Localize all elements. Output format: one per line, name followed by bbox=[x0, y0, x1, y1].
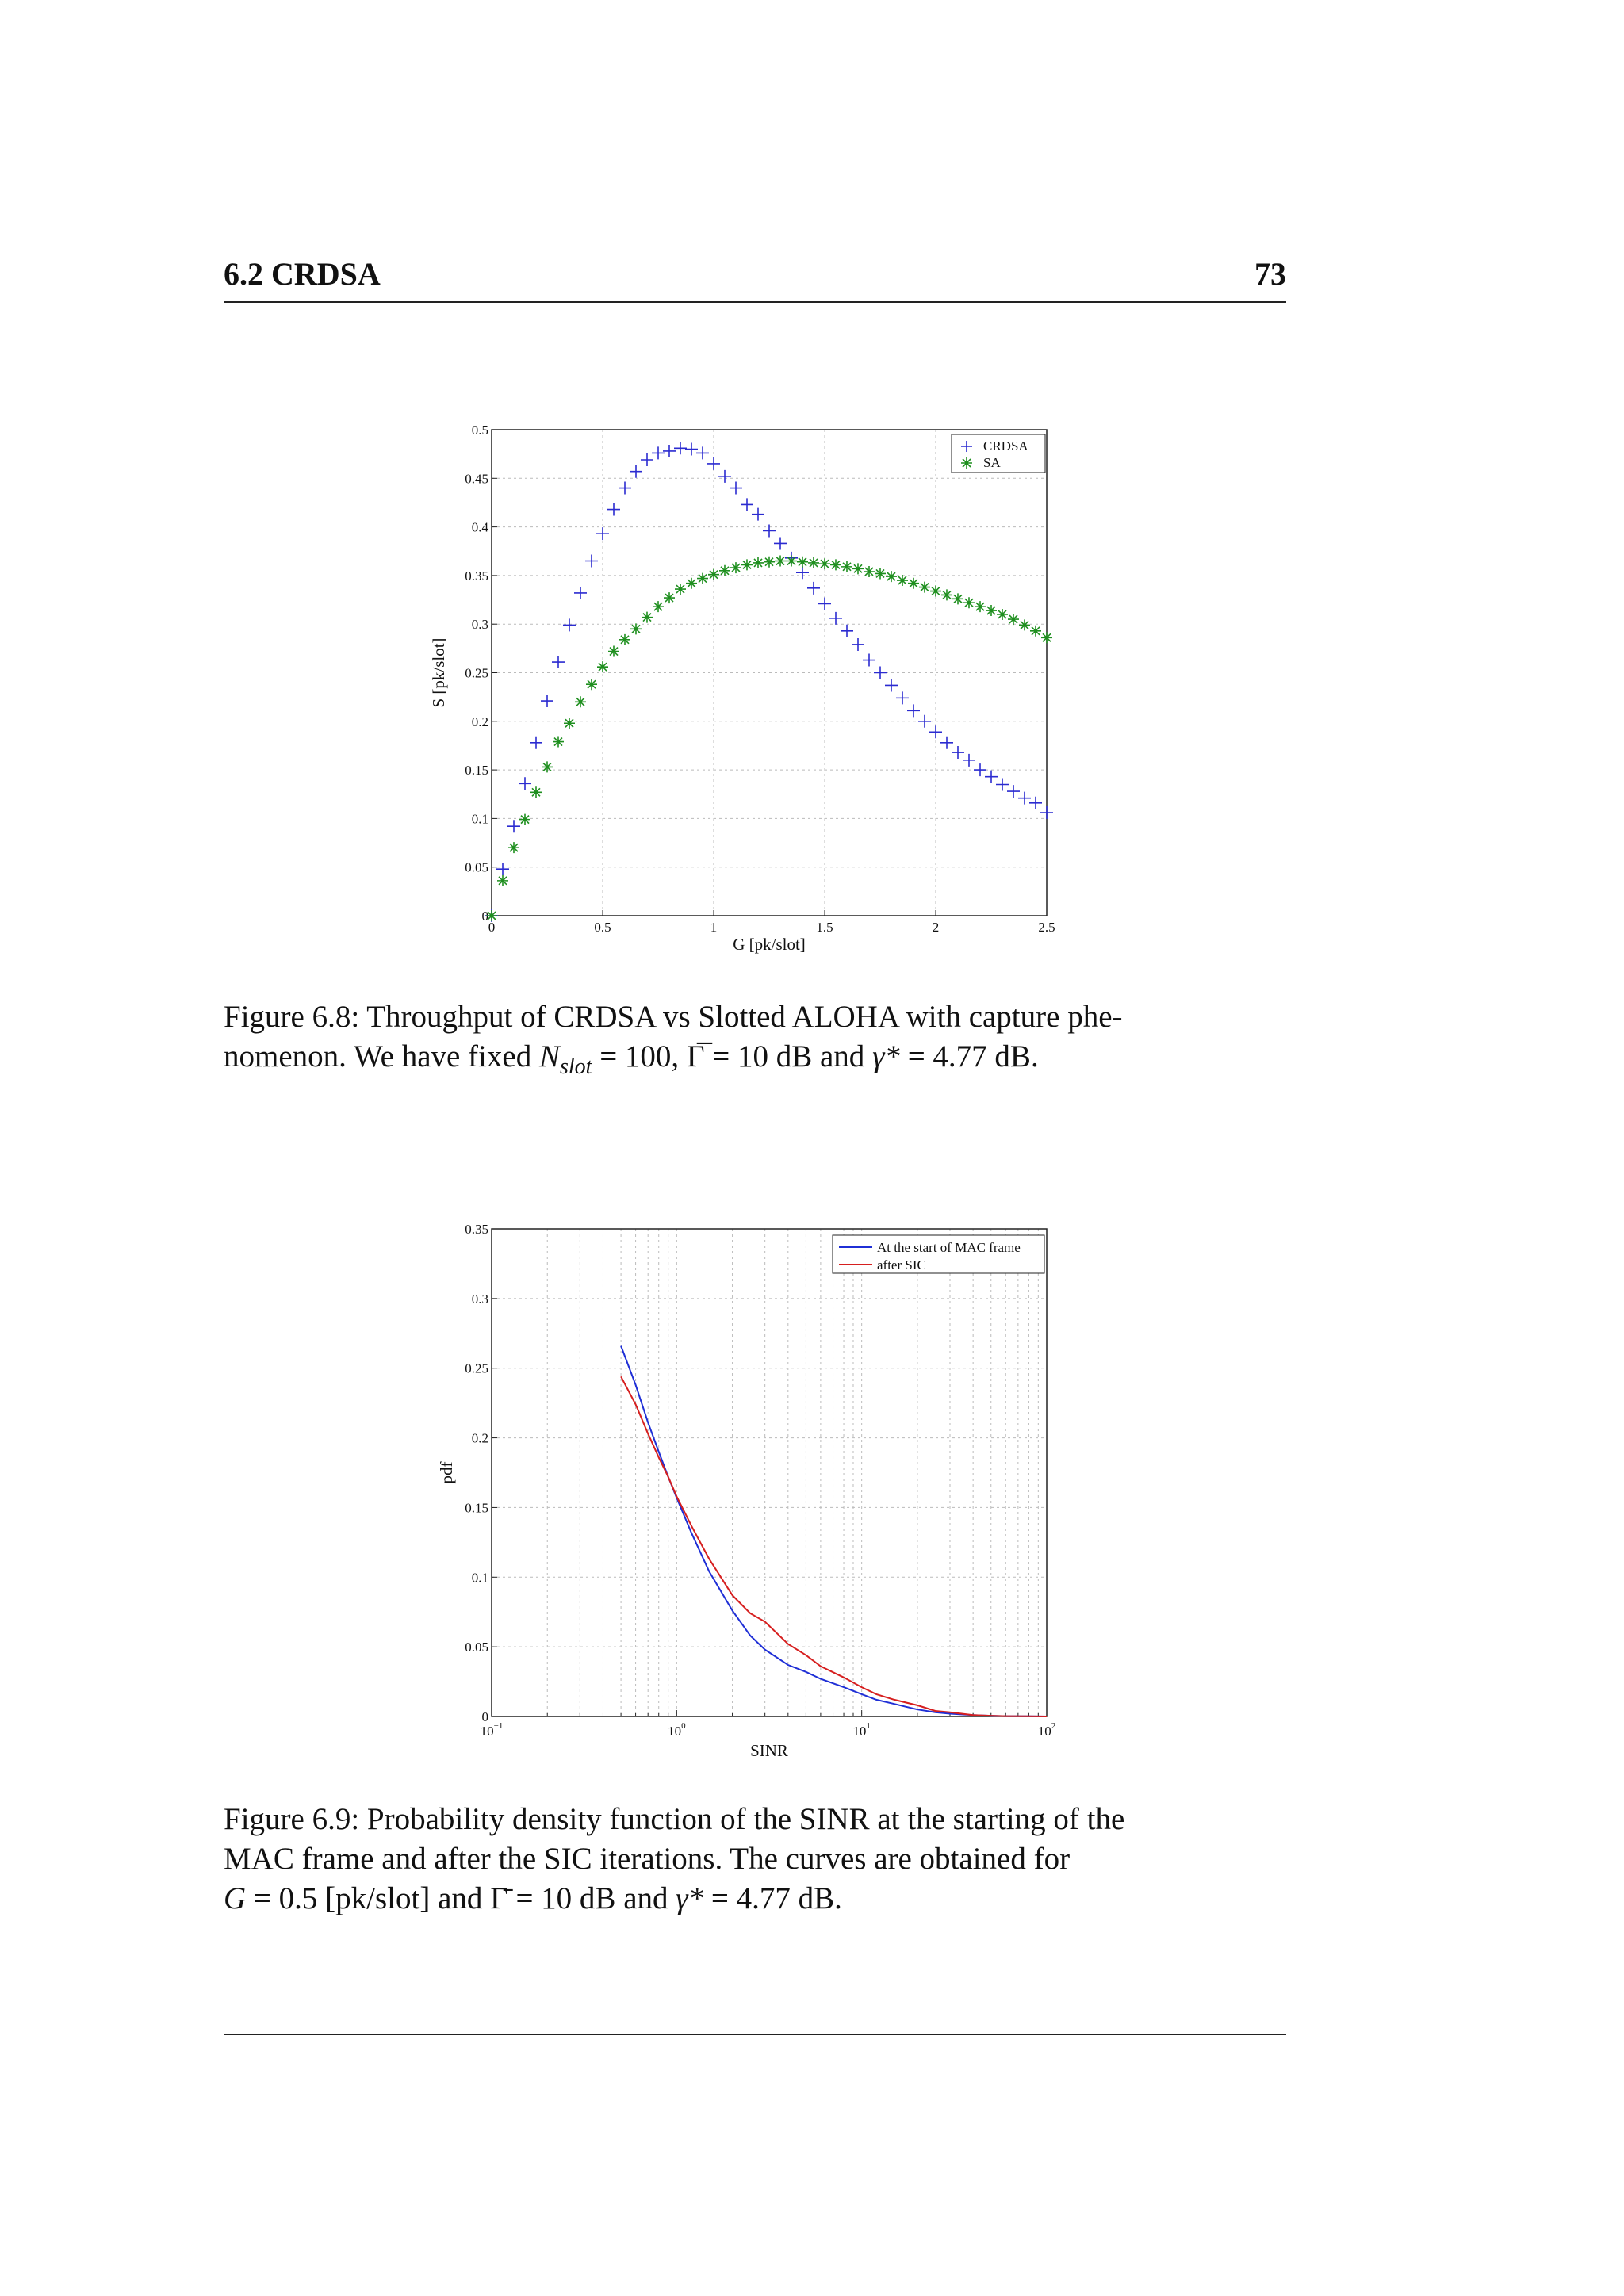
sa-point bbox=[1019, 619, 1030, 630]
sa-point bbox=[530, 786, 542, 798]
y-tick-label: 0.05 bbox=[465, 859, 488, 875]
figure-sinr-pdf bbox=[412, 1217, 1071, 1772]
sa-point bbox=[786, 556, 797, 567]
sa-point bbox=[864, 566, 875, 577]
sa-point bbox=[808, 557, 819, 568]
y-tick-label: 0.25 bbox=[465, 665, 488, 681]
sa-point bbox=[630, 623, 642, 634]
page-number: 73 bbox=[1254, 256, 1286, 292]
sa-point bbox=[519, 814, 530, 825]
caption-label: Figure 6.9: bbox=[224, 1802, 360, 1836]
sa-point bbox=[675, 584, 686, 595]
sa-point bbox=[553, 737, 564, 748]
sa-point bbox=[852, 563, 864, 574]
header-rule bbox=[224, 301, 1286, 303]
caption-text: = 100, bbox=[592, 1039, 687, 1073]
sa-point bbox=[575, 696, 586, 707]
legend-label: after SIC bbox=[877, 1257, 926, 1272]
caption-text: = 4.77 dB. bbox=[899, 1039, 1039, 1073]
sa-point bbox=[1008, 614, 1019, 625]
y-tick-label: 0.25 bbox=[465, 1360, 488, 1376]
sa-point bbox=[619, 634, 630, 645]
caption-text: MAC frame and after the SIC iterations. The curves are obtained for bbox=[224, 1842, 1071, 1876]
y-tick-label: 0 bbox=[481, 909, 488, 924]
caption-math-gamma-star: γ* bbox=[676, 1881, 704, 1915]
y-tick-label: 0.45 bbox=[465, 471, 488, 487]
y-tick-label: 0.35 bbox=[465, 1222, 488, 1237]
sa-point bbox=[730, 562, 741, 573]
y-axis-label: S [pk/slot] bbox=[429, 637, 448, 708]
figure-caption-6-8 bbox=[224, 997, 1286, 1087]
sa-point bbox=[664, 592, 675, 603]
legend-marker-sa bbox=[961, 457, 972, 469]
sa-point bbox=[741, 559, 753, 570]
x-tick-label: 1.5 bbox=[816, 920, 833, 935]
sa-point bbox=[952, 593, 963, 604]
sa-point bbox=[975, 601, 986, 612]
sa-point bbox=[963, 597, 975, 608]
sa-point bbox=[930, 586, 941, 597]
x-axis-label: G [pk/slot] bbox=[733, 935, 806, 954]
caption-text: nomenon. We have fixed bbox=[224, 1039, 539, 1073]
y-tick-label: 0.2 bbox=[471, 1430, 488, 1446]
y-tick-label: 0.15 bbox=[465, 1500, 488, 1516]
sa-point bbox=[986, 605, 997, 616]
sa-point bbox=[564, 718, 575, 729]
caption-math-nslot-sub: slot bbox=[559, 1054, 592, 1079]
sa-point bbox=[875, 568, 886, 579]
x-tick-label: $10^1$ bbox=[852, 1721, 871, 1739]
x-tick-label: $10^{-1}$ bbox=[480, 1721, 504, 1739]
sa-point bbox=[797, 557, 808, 568]
sa-point bbox=[830, 559, 841, 570]
sa-point bbox=[753, 557, 764, 568]
sa-point bbox=[653, 601, 664, 612]
y-tick-label: 0.05 bbox=[465, 1640, 488, 1655]
y-tick-label: 0.1 bbox=[471, 811, 488, 827]
y-tick-label: 0.3 bbox=[471, 1291, 488, 1307]
legend-label: At the start of MAC frame bbox=[877, 1240, 1021, 1255]
x-tick-label: 2.5 bbox=[1038, 920, 1055, 935]
sa-point bbox=[908, 578, 919, 589]
y-tick-label: 0.4 bbox=[471, 519, 488, 535]
caption-text: Throughput of CRDSA vs Slotted ALOHA with capture phe- bbox=[359, 1000, 1123, 1034]
sa-point bbox=[719, 565, 730, 576]
y-tick-label: 0.1 bbox=[471, 1570, 488, 1586]
sa-point bbox=[608, 646, 619, 657]
x-tick-label: $10^2$ bbox=[1037, 1721, 1056, 1739]
sa-point bbox=[1030, 626, 1041, 637]
sa-point bbox=[897, 575, 908, 586]
sa-point bbox=[642, 612, 653, 623]
sa-point bbox=[586, 679, 597, 690]
figure-throughput bbox=[412, 412, 1071, 967]
x-tick-label: 0 bbox=[488, 920, 496, 935]
y-tick-label: 0.3 bbox=[471, 617, 488, 633]
caption-math-gamma-bar: Γ̄ bbox=[490, 1881, 508, 1915]
sa-point bbox=[708, 569, 719, 580]
caption-label: Figure 6.8: bbox=[224, 1000, 360, 1034]
caption-text: = 4.77 dB. bbox=[703, 1881, 842, 1915]
sa-point bbox=[1041, 632, 1052, 643]
figure-caption-6-9 bbox=[224, 1800, 1286, 1919]
caption-text: = 10 dB and bbox=[508, 1881, 676, 1915]
caption-text: Probability density function of the SINR at the starting of the bbox=[359, 1802, 1125, 1836]
caption-math-nslot: N bbox=[538, 1039, 560, 1073]
section-title: 6.2 CRDSA bbox=[224, 256, 381, 292]
running-head bbox=[224, 255, 1286, 303]
caption-math-gamma-bar: Γ̅ bbox=[686, 1039, 705, 1073]
sa-point bbox=[497, 875, 508, 886]
sa-point bbox=[542, 761, 553, 772]
y-tick-label: 0 bbox=[481, 1709, 488, 1724]
sa-point bbox=[597, 661, 608, 672]
sa-point bbox=[486, 910, 497, 921]
sinr-pdf-chart bbox=[412, 1217, 1071, 1772]
x-tick-label: 2 bbox=[932, 920, 940, 935]
y-tick-label: 0.15 bbox=[465, 763, 488, 779]
throughput-chart bbox=[412, 412, 1071, 967]
sa-point bbox=[919, 582, 930, 593]
y-tick-label: 0.35 bbox=[465, 568, 488, 584]
x-axis-label: SINR bbox=[750, 1741, 788, 1760]
sa-point bbox=[508, 842, 519, 853]
x-tick-label: 1 bbox=[710, 920, 718, 935]
footer-rule bbox=[224, 2034, 1286, 2035]
caption-math-g: G bbox=[224, 1881, 247, 1915]
sa-point bbox=[941, 589, 952, 600]
legend-label-sa: SA bbox=[983, 455, 1001, 470]
sa-point bbox=[997, 609, 1008, 620]
sa-point bbox=[819, 558, 830, 569]
y-axis-label: pdf bbox=[437, 1461, 456, 1484]
legend-label-crdsa: CRDSA bbox=[983, 438, 1028, 453]
caption-text: = 0.5 [pk/slot] and bbox=[246, 1881, 491, 1915]
sa-point bbox=[697, 573, 708, 584]
sa-point bbox=[686, 578, 697, 589]
plot-area bbox=[492, 1229, 1047, 1716]
sa-point bbox=[764, 557, 775, 568]
y-tick-label: 0.5 bbox=[471, 423, 488, 438]
caption-text: = 10 dB and bbox=[704, 1039, 873, 1073]
sa-point bbox=[886, 571, 897, 582]
x-tick-label: 0.5 bbox=[594, 920, 611, 935]
sa-point bbox=[841, 561, 852, 572]
x-tick-label: $10^0$ bbox=[668, 1721, 686, 1739]
y-tick-label: 0.2 bbox=[471, 714, 488, 729]
caption-math-gamma-star: γ* bbox=[872, 1039, 900, 1073]
sa-point bbox=[775, 556, 786, 567]
